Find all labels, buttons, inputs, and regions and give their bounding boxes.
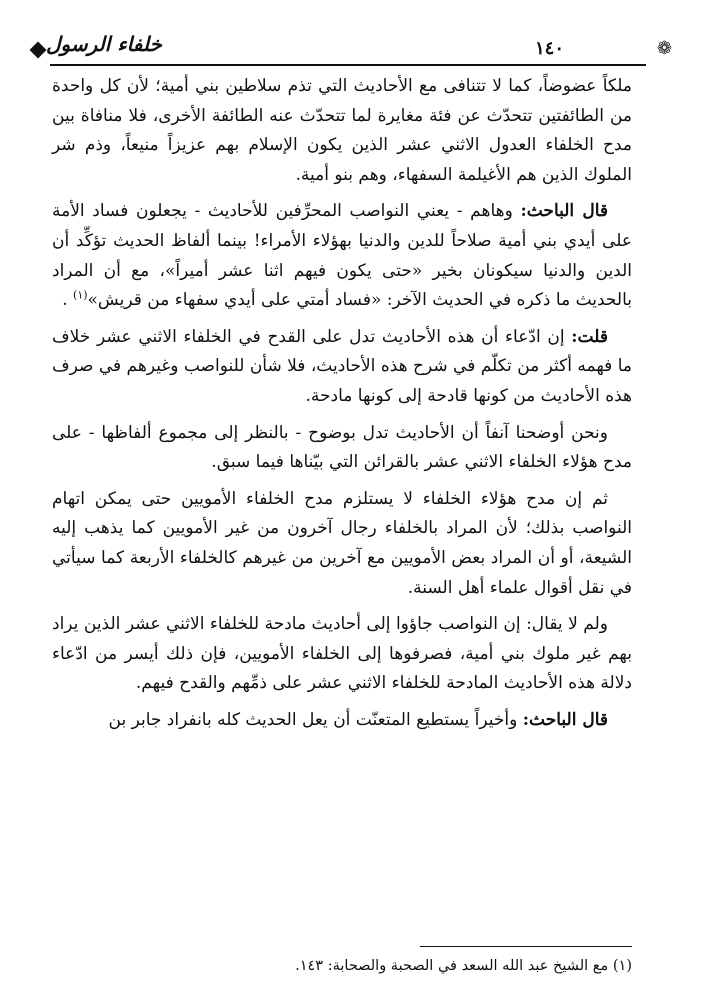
- paragraph-text: وهاهم - يعني النواصب المحرِّفين للأحاديث - يجعلون فساد الأمة على أيدي بني أمية صلاحاً للدين والدنيا بهؤلاء الأمراء! بينما ألفاظ الحديث تؤكِّد أن الدين والدنيا سيكونان بخير «حتى يكون فيهم اثنا عشر أميراً»، مع أن المراد بالحديث ما ذكره في الحديث الآخر: «فساد أمتي على أيدي سفهاء من قريش»: [52, 201, 632, 311]
- footnote: (١) مع الشيخ عبد الله السعد في الصحبة والصحابة: ١٤٣.: [295, 958, 632, 974]
- footnote-reference[interactable]: (١): [73, 288, 88, 302]
- paragraph-text: ولم لا يقال: إن النواصب جاؤوا إلى أحاديث مادحة للخلفاء الاثني عشر الذين يراد بهم غير ملوك بني أمية، فصرفوها إلى الخلفاء الأمويين، فإن ذلك أيسر من ادّعاء دلالة هذه الأحاديث المادحة للخلفاء الاثني عشر على ذمِّهم والقدح فيهم.: [52, 614, 632, 694]
- paragraph: [52, 419, 632, 478]
- paragraph: [52, 72, 632, 190]
- paragraph-text: ونحن أوضحنا آنفاً أن الأحاديث تدل بوضوح - بالنظر إلى مجموع ألفاظها - على مدح هؤلاء الخلفاء الاثني عشر بالقرائن التي بيّناها فيما سبق.: [52, 422, 632, 473]
- page-header: [32, 34, 672, 68]
- diamond-icon: [30, 42, 47, 59]
- header-rule: [50, 64, 646, 66]
- paragraph-text: ملكاً عضوضاً، كما لا تتنافى مع الأحاديث التي تذم سلاطين بني أمية؛ لأن كل واحدة من الطائفتين تتحدّث عن فئة مغايرة لما تتحدّث عنه الطائفة الأخرى، فلا منافاة بين مدح الخلفاء العدول الاثني عشر الذين يكون الإسلام بهم عزيزاً منيعاً، وذم شر الملوك الذين هم الأغيلمة السفهاء، وهم بنو أمية.: [52, 76, 632, 185]
- paragraph-text: إن ادّعاء أن هذه الأحاديث تدل على القدح في الخلفاء الاثني عشر خلاف ما فهمه أكثر من تكلّم في شرح هذه الأحاديث، فلا شأن للنواصب وغيرهم في صرف هذه الأحاديث من كونها قادحة إلى كونها مادحة.: [52, 326, 632, 406]
- page-number: ١٤٠: [534, 38, 564, 59]
- paragraph: [52, 323, 632, 412]
- footnote-rule: [420, 946, 632, 947]
- body-text: [52, 72, 632, 742]
- paragraph-text: ثم إن مدح هؤلاء الخلفاء لا يستلزم مدح الخلفاء الأمويين حتى يمكن اتهام النواصب بذلك؛ لأن المراد بالخلفاء رجال آخرون من غير الأمويين كما يذهب إليه الشيعة، أو أن المراد بعض الأمويين مع آخرين من غيرهم كالخلفاء الأربعة كما سيأتي في نقل أقوال علماء أهل السنة.: [52, 488, 632, 598]
- paragraph-text: وأخيراً يستطيع المتعنّت أن يعل الحديث كله بانفراد جابر بن: [108, 709, 523, 730]
- running-title: خلفاء الرسول: [46, 32, 162, 56]
- paragraph-tail: .: [62, 290, 74, 311]
- paragraph-lead: قال الباحث:: [520, 201, 608, 222]
- paragraph-lead: قال الباحث:: [522, 709, 608, 730]
- header-ornament-icon: ❁: [656, 38, 672, 59]
- paragraph: [52, 610, 632, 699]
- paragraph: [52, 706, 632, 736]
- paragraph: [52, 197, 632, 315]
- paragraph: [52, 485, 632, 603]
- paragraph-lead: قلت:: [571, 326, 608, 347]
